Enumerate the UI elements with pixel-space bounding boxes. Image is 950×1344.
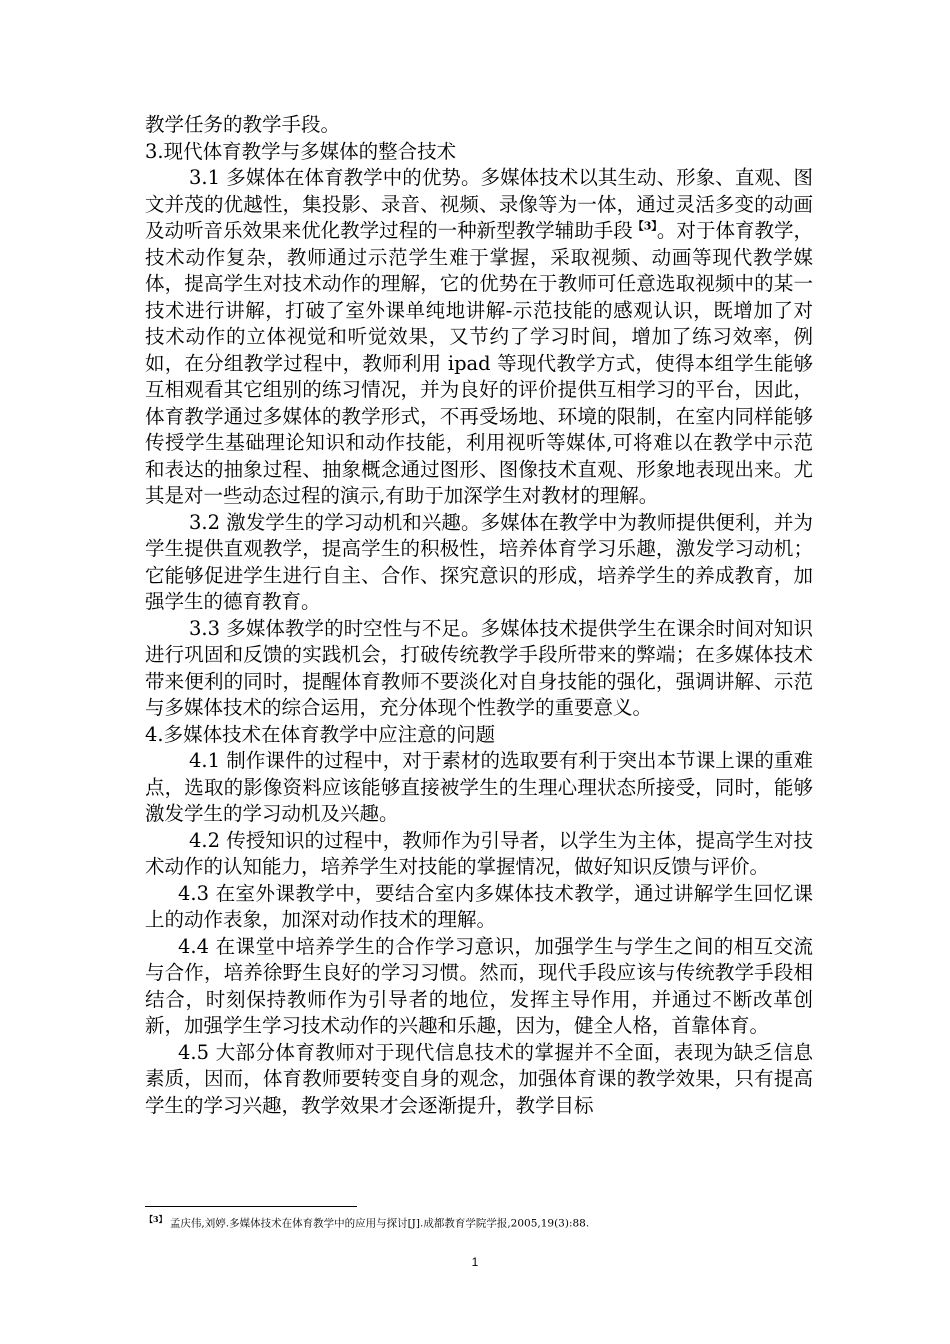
paragraph-intro: 教学任务的教学手段。 bbox=[145, 113, 341, 136]
document-body bbox=[145, 112, 813, 1119]
paragraph-3-3: 3.3 多媒体教学的时空性与不足。多媒体技术提供学生在课余时间对知识进行巩固和反馈的实践机会，打破传统教学手段所带来的弊端；在多媒体技术带来便利的同时，提醒体育教师不要淡化对自身技能的强化，强调讲解、示范与多媒体技术的综合运用，充分体现个性教学的重要意义。 bbox=[145, 616, 813, 719]
paragraph-4-1: 4.1 制作课件的过程中，对于素材的选取要有利于突出本节课上课的重难点，选取的影像资料应该能够直接被学生的生理心理状态所接受，同时，能够激发学生的学习动机及兴趣。 bbox=[145, 749, 813, 825]
paragraph-3-1 bbox=[145, 165, 813, 510]
paragraph-4-4: 4.4 在课堂中培养学生的合作学习意识，加强学生与学生之间的相互交流与合作，培养徐野生良好的学习习惯。然而，现代手段应该与传统教学手段相结合，时刻保持教师作为引导者的地位，发挥主导作用，并通过不断改革创新，加强学生学习技术动作的兴趣和乐趣，因为，健全人格，首靠体育。 bbox=[145, 934, 813, 1037]
section-heading-4: 4.多媒体技术在体育教学中应注意的问题 bbox=[145, 722, 496, 746]
paragraph-4-3: 4.3 在室外课教学中，要结合室内多媒体技术教学，通过讲解学生回忆课上的动作表象，加深对动作技术的理解。 bbox=[145, 881, 813, 931]
footnote-text: 孟庆伟,刘婷.多媒体技术在体育教学中的应用与探讨[J].成都教育学院学报,2005,19(3):88. bbox=[166, 1217, 590, 1230]
footnote-mark: 【3】 bbox=[145, 1214, 167, 1224]
paragraph-4-2: 4.2 传授知识的过程中，教师作为引导者，以学生为主体，提高学生对技术动作的认知能力，培养学生对技能的掌握情况，做好知识反馈与评价。 bbox=[145, 828, 813, 878]
paragraph-3-2: 3.2 激发学生的学习动机和兴趣。多媒体在教学中为教师提供便利，并为学生提供直观教学，提高学生的积极性，培养体育学习乐趣，激发学习动机；它能够促进学生进行自主、合作、探究意识的形成，培养学生的养成教育，加强学生的德育教育。 bbox=[145, 510, 813, 613]
citation-ref-3[interactable]: 【3】 bbox=[632, 219, 657, 233]
footnote bbox=[145, 1212, 813, 1231]
section-heading-3: 3.现代体育教学与多媒体的整合技术 bbox=[145, 139, 457, 163]
paragraph-3-1-text-a: 3.1 多媒体在体育教学中的优势。多媒体技术以其生动、形象、直观、图文并茂的优越性，集投影、录音、视频、录像等为一体，通过灵活多变的动画及动听音乐效果来优化教学过程的一种新型教学辅助手段 bbox=[145, 166, 813, 242]
paragraph-3-1-text-b: 。对于体育教学，技术动作复杂，教师通过示范学生难于掌握，采取视频、动画等现代教学媒体，提高学生对技术动作的理解，它的优势在于教师可任意选取视频中的某一技术进行讲解，打破了室外课单纯地讲解-示范技能的感观认识，既增加了对技术动作的立体视觉和听觉效果，又节约了学习时间，增加了练习效率，例如，在分组教学过程中，教师利用 ipad 等现代教学方式，使得本组学生能够互相观看其它组别的练习情况，并为良好的评价提供互相学习的平台，因此，体育教学通过多媒体的教学形式，不再受场地、环境的限制，在室内同样能够传授学生基础理论知识和动作技能，利用视听等媒体,可将难以在教学中示范和表达的抽象过程、抽象概念通过图形、图像技术直观、形象地表现出来。尤其是对一些动态过程的演示,有助于加深学生对教材的理解。 bbox=[145, 219, 813, 507]
paragraph-4-5: 4.5 大部分体育教师对于现代信息技术的掌握并不全面，表现为缺乏信息素质，因而，体育教师要转变自身的观念，加强体育课的教学效果，只有提高学生的学习兴趣，教学效果才会逐渐提升，教学目标 bbox=[145, 1040, 813, 1117]
page-number: 1 bbox=[471, 1255, 479, 1269]
footnote-separator bbox=[145, 1206, 357, 1207]
